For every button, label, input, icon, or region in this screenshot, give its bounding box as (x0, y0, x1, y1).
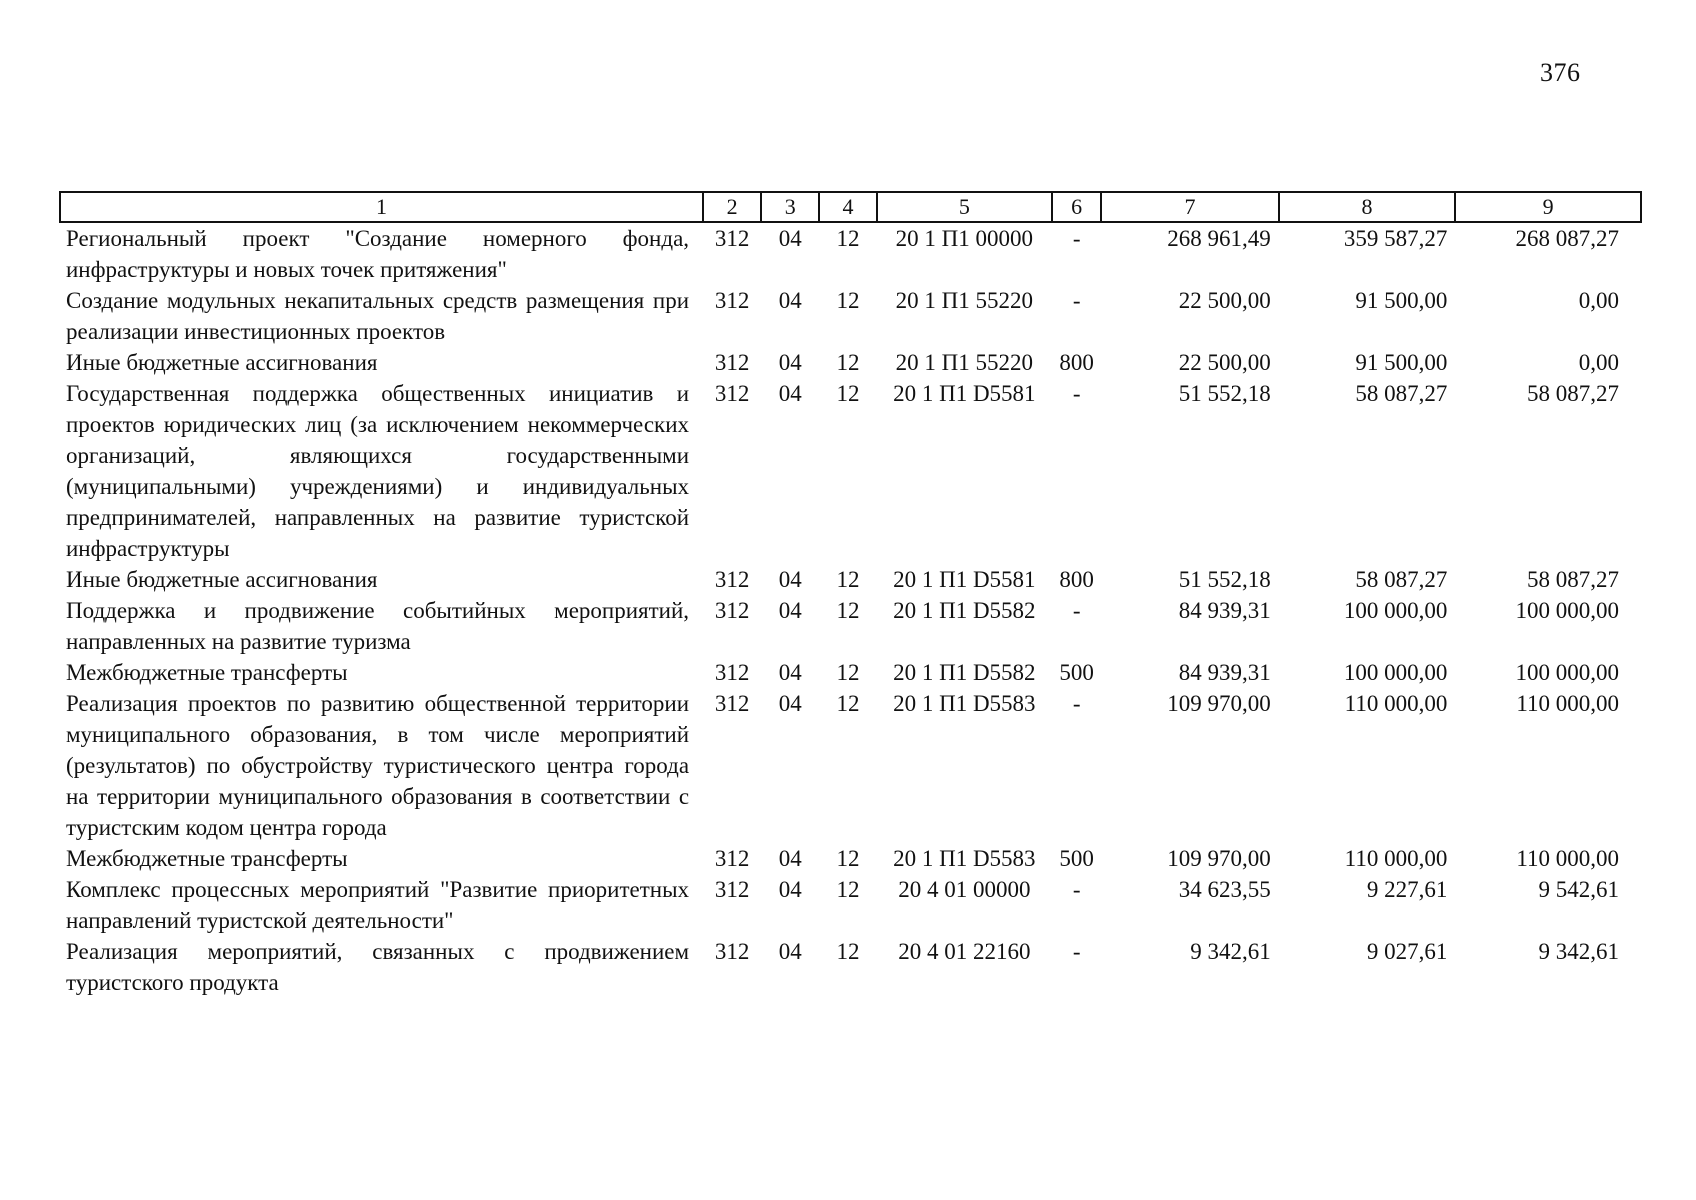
column-header-8: 8 (1279, 192, 1456, 222)
col-5: 20 1 П1 D5582 (893, 660, 1036, 685)
col-2: 312 (714, 660, 750, 685)
row-name: Создание модульных некапитальных средств размещения при реализации инвестиционных проектов (66, 288, 690, 344)
col-4: 12 (836, 691, 860, 716)
row-name: Межбюджетные трансферты (66, 660, 348, 685)
column-header-7: 7 (1101, 192, 1279, 222)
col-3: 04 (778, 877, 802, 902)
column-header-5: 5 (877, 192, 1053, 222)
table-row (60, 378, 1641, 564)
column-header-1: 1 (60, 192, 703, 222)
page-number: 376 (1540, 58, 1581, 87)
col-6: 800 (1059, 350, 1094, 375)
col-6: 500 (1059, 660, 1094, 685)
col-7: 22 500,00 (1178, 288, 1271, 313)
table-header (60, 192, 1641, 222)
col-5: 20 1 П1 D5583 (893, 691, 1036, 716)
col-9: 58 087,27 (1527, 567, 1619, 592)
col-7: 22 500,00 (1178, 350, 1271, 375)
col-3: 04 (778, 660, 802, 685)
col-3: 04 (778, 381, 802, 406)
table-row (60, 595, 1641, 657)
col-2: 312 (714, 877, 750, 902)
col-3: 04 (778, 939, 802, 964)
col-9: 58 087,27 (1527, 381, 1619, 406)
col-7: 51 552,18 (1178, 381, 1271, 406)
table-row (60, 222, 1641, 285)
col-8: 91 500,00 (1355, 288, 1448, 313)
col-8: 100 000,00 (1343, 660, 1448, 685)
col-9: 0,00 (1578, 288, 1619, 313)
col-2: 312 (714, 939, 750, 964)
col-8: 359 587,27 (1343, 226, 1448, 251)
col-6: - (1072, 939, 1081, 964)
col-2: 312 (714, 350, 750, 375)
col-9: 110 000,00 (1516, 846, 1619, 871)
col-6: - (1072, 288, 1081, 313)
col-3: 04 (778, 846, 802, 871)
table-row (60, 843, 1641, 874)
col-3: 04 (778, 288, 802, 313)
table-row (60, 657, 1641, 688)
col-8: 9 027,61 (1366, 939, 1448, 964)
col-9: 9 342,61 (1538, 939, 1619, 964)
col-6: - (1072, 381, 1081, 406)
col-4: 12 (836, 567, 860, 592)
col-3: 04 (778, 226, 802, 251)
col-2: 312 (714, 846, 750, 871)
col-4: 12 (836, 381, 860, 406)
col-8: 110 000,00 (1344, 691, 1448, 716)
col-2: 312 (714, 598, 750, 623)
col-9: 100 000,00 (1515, 660, 1619, 685)
row-name: Реализация мероприятий, связанных с продвижением туристского продукта (66, 939, 690, 995)
header-row (60, 192, 1641, 222)
column-header-6: 6 (1052, 192, 1101, 222)
col-5: 20 1 П1 00000 (895, 226, 1033, 251)
col-4: 12 (836, 660, 860, 685)
col-3: 04 (778, 567, 802, 592)
col-5: 20 1 П1 D5583 (893, 846, 1036, 871)
col-4: 12 (836, 288, 860, 313)
col-4: 12 (836, 939, 860, 964)
row-name: Государственная поддержка общественных инициатив и проектов юридических лиц (за исключением некоммерческих организаций, являющихся государственными (муниципальными) учреждениями) и индивидуальных предпринимателей, направленных на развитие туристской инфраструктуры (66, 381, 690, 561)
col-3: 04 (778, 598, 802, 623)
row-name: Реализация проектов по развитию общественной территории муниципального образования, в том числе мероприятий (результатов) по обустройству туристического центра города на территории муниципального образования в соответствии с туристским кодом центра города (66, 691, 690, 840)
table-row (60, 564, 1641, 595)
col-5: 20 4 01 22160 (898, 939, 1031, 964)
col-6: 800 (1059, 567, 1094, 592)
table-body (60, 222, 1641, 998)
col-2: 312 (714, 381, 750, 406)
col-4: 12 (836, 598, 860, 623)
table-row (60, 347, 1641, 378)
col-5: 20 1 П1 D5582 (893, 598, 1036, 623)
budget-table (59, 191, 1642, 998)
col-7: 9 342,61 (1190, 939, 1271, 964)
col-9: 268 087,27 (1515, 226, 1619, 251)
col-6: 500 (1059, 846, 1094, 871)
col-6: - (1072, 226, 1081, 251)
col-9: 100 000,00 (1515, 598, 1619, 623)
col-7: 84 939,31 (1178, 660, 1271, 685)
col-5: 20 1 П1 55220 (895, 288, 1033, 313)
column-header-3: 3 (761, 192, 819, 222)
col-5: 20 1 П1 D5581 (893, 567, 1036, 592)
col-7: 109 970,00 (1167, 691, 1271, 716)
row-name: Поддержка и продвижение событийных мероприятий, направленных на развитие туризма (66, 598, 690, 654)
col-7: 84 939,31 (1178, 598, 1271, 623)
col-4: 12 (836, 846, 860, 871)
row-name: Региональный проект "Создание номерного фонда, инфраструктуры и новых точек притяжения" (66, 226, 690, 282)
row-name: Иные бюджетные ассигнования (66, 350, 378, 375)
column-header-4: 4 (819, 192, 876, 222)
table-row (60, 688, 1641, 843)
column-header-9: 9 (1455, 192, 1641, 222)
col-6: - (1072, 598, 1081, 623)
row-name: Межбюджетные трансферты (66, 846, 348, 871)
col-4: 12 (836, 226, 860, 251)
col-8: 9 227,61 (1366, 877, 1448, 902)
col-7: 109 970,00 (1167, 846, 1271, 871)
column-header-2: 2 (703, 192, 761, 222)
col-3: 04 (778, 350, 802, 375)
col-7: 268 961,49 (1167, 226, 1271, 251)
col-5: 20 4 01 00000 (898, 877, 1031, 902)
col-2: 312 (714, 567, 750, 592)
col-4: 12 (836, 877, 860, 902)
col-9: 0,00 (1578, 350, 1619, 375)
col-8: 100 000,00 (1343, 598, 1448, 623)
col-5: 20 1 П1 D5581 (893, 381, 1036, 406)
col-8: 91 500,00 (1355, 350, 1448, 375)
row-name: Иные бюджетные ассигнования (66, 567, 378, 592)
col-8: 58 087,27 (1355, 567, 1448, 592)
col-5: 20 1 П1 55220 (895, 350, 1033, 375)
col-3: 04 (778, 691, 802, 716)
col-2: 312 (714, 691, 750, 716)
col-4: 12 (836, 350, 860, 375)
col-7: 51 552,18 (1178, 567, 1271, 592)
col-6: - (1072, 691, 1081, 716)
col-2: 312 (714, 288, 750, 313)
table-row (60, 285, 1641, 347)
col-7: 34 623,55 (1178, 877, 1271, 902)
col-9: 9 542,61 (1538, 877, 1619, 902)
col-8: 58 087,27 (1355, 381, 1448, 406)
col-6: - (1072, 877, 1081, 902)
col-9: 110 000,00 (1516, 691, 1619, 716)
row-name: Комплекс процессных мероприятий "Развитие приоритетных направлений туристской деятельности" (66, 877, 690, 933)
col-2: 312 (714, 226, 750, 251)
table-row (60, 936, 1641, 998)
table-row (60, 874, 1641, 936)
col-8: 110 000,00 (1344, 846, 1448, 871)
